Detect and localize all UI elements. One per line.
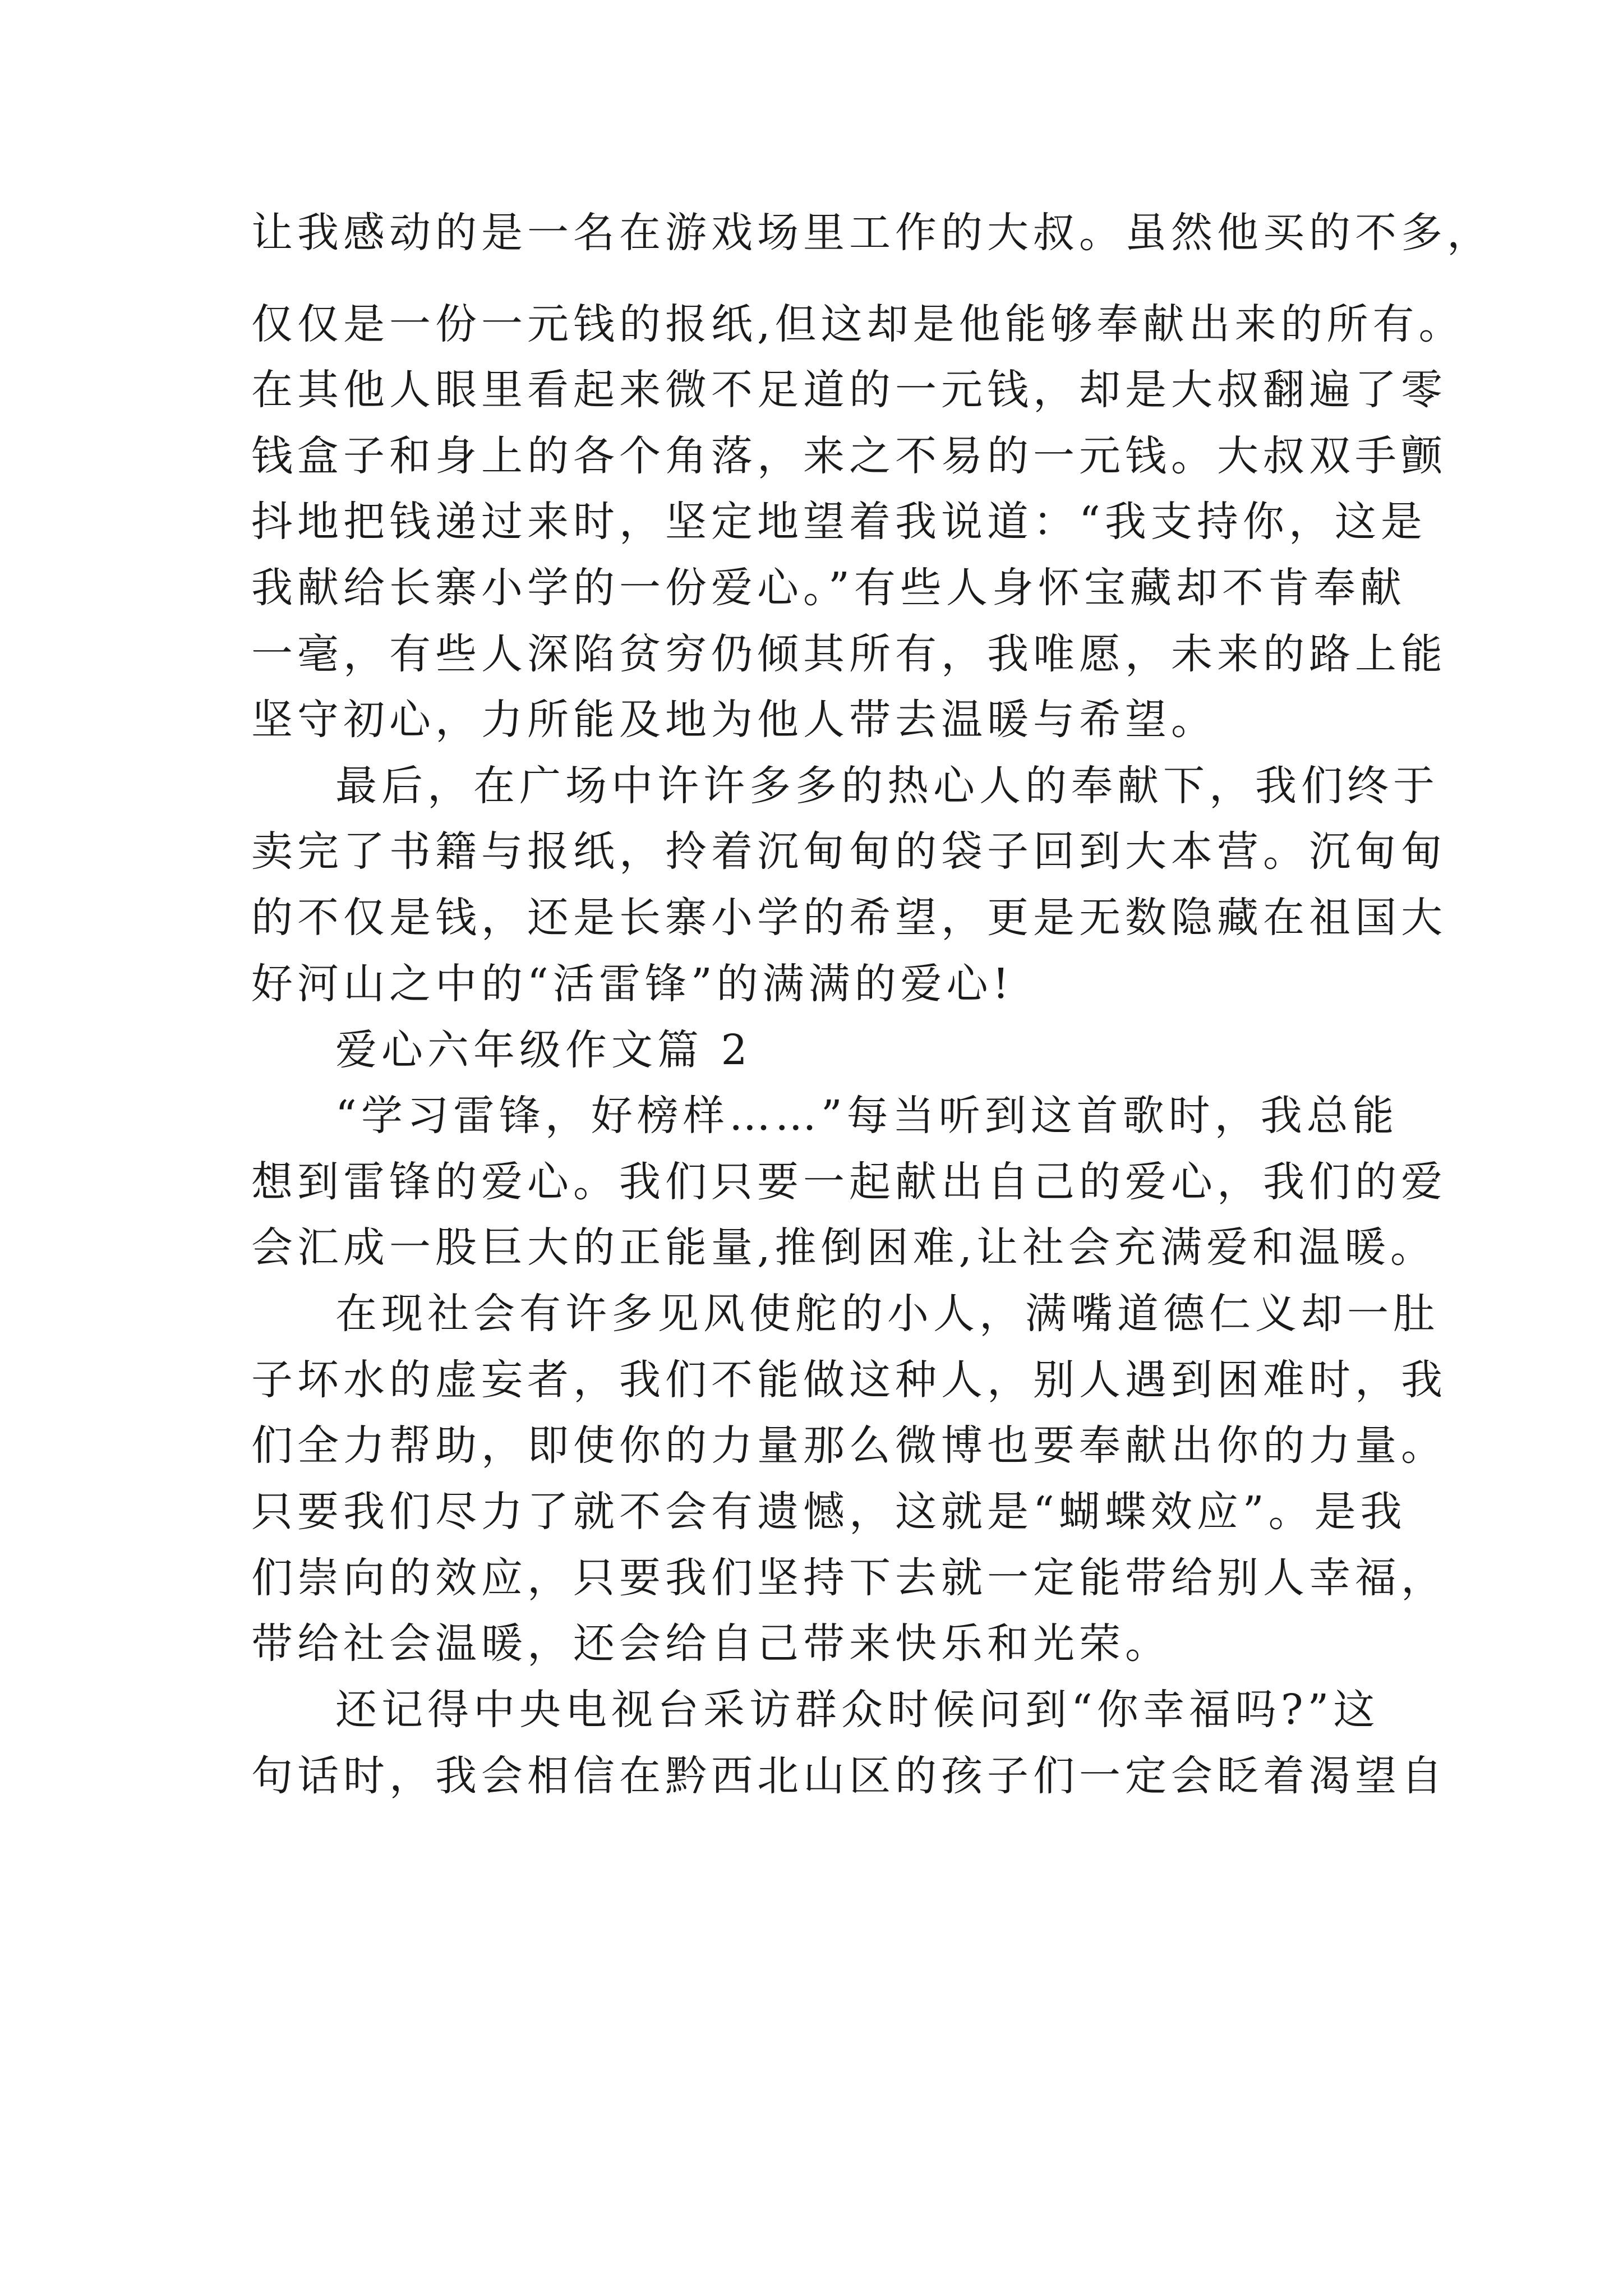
text-line: 句话时，我会相信在黔西北山区的孩子们一定会眨着渴望自 [251, 1752, 1447, 1800]
text-line: 只要我们尽力了就不会有遗憾，这就是“蝴蝶效应”。是我 [251, 1488, 1407, 1536]
paragraph-start-line: 最后，在广场中许许多多的热心人的奉献下，我们终于 [335, 762, 1439, 810]
text-line: 仅仅是一份一元钱的报纸,但这却是他能够奉献出来的所有。 [251, 300, 1465, 348]
text-line: 想到雷锋的爱心。我们只要一起献出自己的爱心，我们的爱 [251, 1158, 1447, 1206]
paragraph-start-line: 在现社会有许多见风使舵的小人，满嘴道德仁义却一肚 [335, 1290, 1439, 1338]
text-line: 子坏水的虚妄者，我们不能做这种人，别人遇到困难时，我 [251, 1356, 1447, 1404]
text-line: 带给社会温暖，还会给自己带来快乐和光荣。 [251, 1619, 1171, 1668]
paragraph-start-line: 还记得中央电视台采访群众时候问到“你幸福吗?”这 [335, 1686, 1380, 1734]
section-heading: 爱心六年级作文篇 2 [335, 1026, 752, 1074]
text-line: 卖完了书籍与报纸，拎着沉甸甸的袋子回到大本营。沉甸甸 [251, 827, 1447, 876]
text-line: 抖地把钱递过来时，坚定地望着我说道：“我支持你，这是 [251, 498, 1427, 546]
paragraph-start-line: “学习雷锋，好榜样……”每当听到这首歌时，我总能 [335, 1092, 1399, 1140]
text-line: 在其他人眼里看起来微不足道的一元钱，却是大叔翻遍了零 [251, 366, 1447, 414]
text-line: 们崇向的效应，只要我们坚持下去就一定能带给别人幸福， [251, 1554, 1447, 1602]
text-line: 我献给长寨小学的一份爱心。”有些人身怀宝藏却不肯奉献 [251, 564, 1406, 612]
text-line: 会汇成一股巨大的正能量,推倒困难,让社会充满爱和温暖。 [251, 1223, 1437, 1272]
text-line: 一毫，有些人深陷贫穷仍倾其所有，我唯愿，未来的路上能 [251, 630, 1447, 678]
text-line: 的不仅是钱，还是长寨小学的希望，更是无数隐藏在祖国大 [251, 894, 1447, 942]
text-line: 钱盒子和身上的各个角落，来之不易的一元钱。大叔双手颤 [251, 432, 1447, 480]
text-line: 好河山之中的“活雷锋”的满满的爱心! [251, 960, 1014, 1008]
text-line: 让我感动的是一名在游戏场里工作的大叔。虽然他买的不多， [251, 209, 1493, 257]
text-line: 坚守初心，力所能及地为他人带去温暖与希望。 [251, 696, 1217, 744]
text-line: 们全力帮助，即使你的力量那么微博也要奉献出你的力量。 [251, 1421, 1447, 1470]
